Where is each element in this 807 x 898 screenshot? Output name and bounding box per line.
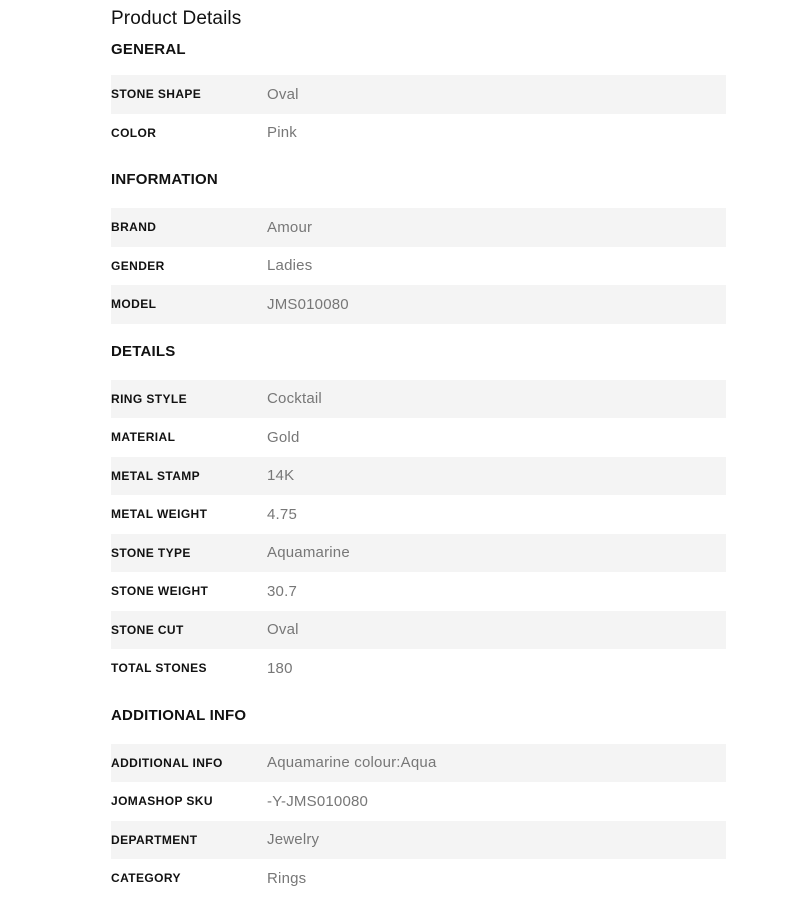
section-title: INFORMATION: [111, 171, 218, 188]
spec-value: 180: [267, 659, 293, 677]
spec-label: METAL STAMP: [111, 468, 201, 483]
spec-value: Oval: [267, 85, 299, 103]
spec-row-metal-weight: [111, 495, 726, 534]
spec-value: 14K: [267, 467, 295, 485]
spec-value: Oval: [267, 621, 299, 639]
spec-value: JMS010080: [267, 295, 349, 313]
spec-label: STONE WEIGHT: [111, 584, 209, 599]
spec-value: 30.7: [267, 582, 297, 600]
spec-row-additional-info: [111, 744, 726, 783]
spec-value: Gold: [267, 428, 300, 446]
spec-value: Ladies: [267, 257, 313, 275]
spec-row-material: [111, 418, 726, 457]
spec-label: COLOR: [111, 125, 157, 140]
spec-label: RING STYLE: [111, 391, 188, 406]
spec-row-jomashop-sku: [111, 782, 726, 821]
spec-value: -Y-JMS010080: [267, 792, 369, 810]
product-details-panel: [111, 0, 726, 898]
spec-label: CATEGORY: [111, 871, 181, 886]
spec-label: DEPARTMENT: [111, 832, 198, 847]
section-details: [111, 334, 726, 688]
section-general: [111, 40, 726, 152]
spec-row-gender: [111, 247, 726, 286]
spec-row-stone-shape: [111, 75, 726, 114]
spec-list: [111, 744, 726, 898]
spec-value: Amour: [267, 218, 313, 236]
spec-row-metal-stamp: [111, 457, 726, 496]
spec-row-ring-style: [111, 380, 726, 419]
spec-row-stone-weight: [111, 572, 726, 611]
spec-row-brand: [111, 208, 726, 247]
spec-label: GENDER: [111, 258, 165, 273]
spec-row-stone-cut: [111, 611, 726, 650]
spec-label: MATERIAL: [111, 430, 176, 445]
spec-value: Jewelry: [267, 831, 320, 849]
spec-value: Aquamarine: [267, 544, 350, 562]
spec-list: [111, 380, 726, 688]
spec-row-category: [111, 859, 726, 898]
spec-row-model: [111, 285, 726, 324]
spec-row-stone-type: [111, 534, 726, 573]
section-title: ADDITIONAL INFO: [111, 706, 247, 724]
spec-value: Aquamarine colour:Aqua: [267, 754, 437, 772]
page-title: Product Details: [111, 8, 242, 29]
spec-list: [111, 208, 726, 324]
spec-label: BRAND: [111, 220, 157, 235]
spec-value: Cocktail: [267, 390, 322, 408]
spec-value: Pink: [267, 124, 297, 142]
spec-list: [111, 75, 726, 152]
spec-label: METAL WEIGHT: [111, 507, 208, 522]
spec-label: JOMASHOP SKU: [111, 794, 213, 809]
spec-label: STONE SHAPE: [111, 87, 202, 102]
spec-label: STONE TYPE: [111, 545, 191, 560]
spec-label: ADDITIONAL INFO: [111, 755, 223, 770]
section-information: [111, 162, 726, 324]
spec-label: TOTAL STONES: [111, 661, 207, 676]
section-title: DETAILS: [111, 342, 176, 360]
spec-label: MODEL: [111, 297, 157, 312]
spec-row-department: [111, 821, 726, 860]
spec-value: 4.75: [267, 505, 297, 523]
section-additional-info: [111, 698, 726, 898]
spec-row-color: [111, 114, 726, 153]
section-title: GENERAL: [111, 41, 186, 58]
spec-row-total-stones: [111, 649, 726, 688]
spec-label: STONE CUT: [111, 622, 184, 637]
spec-value: Rings: [267, 869, 307, 887]
